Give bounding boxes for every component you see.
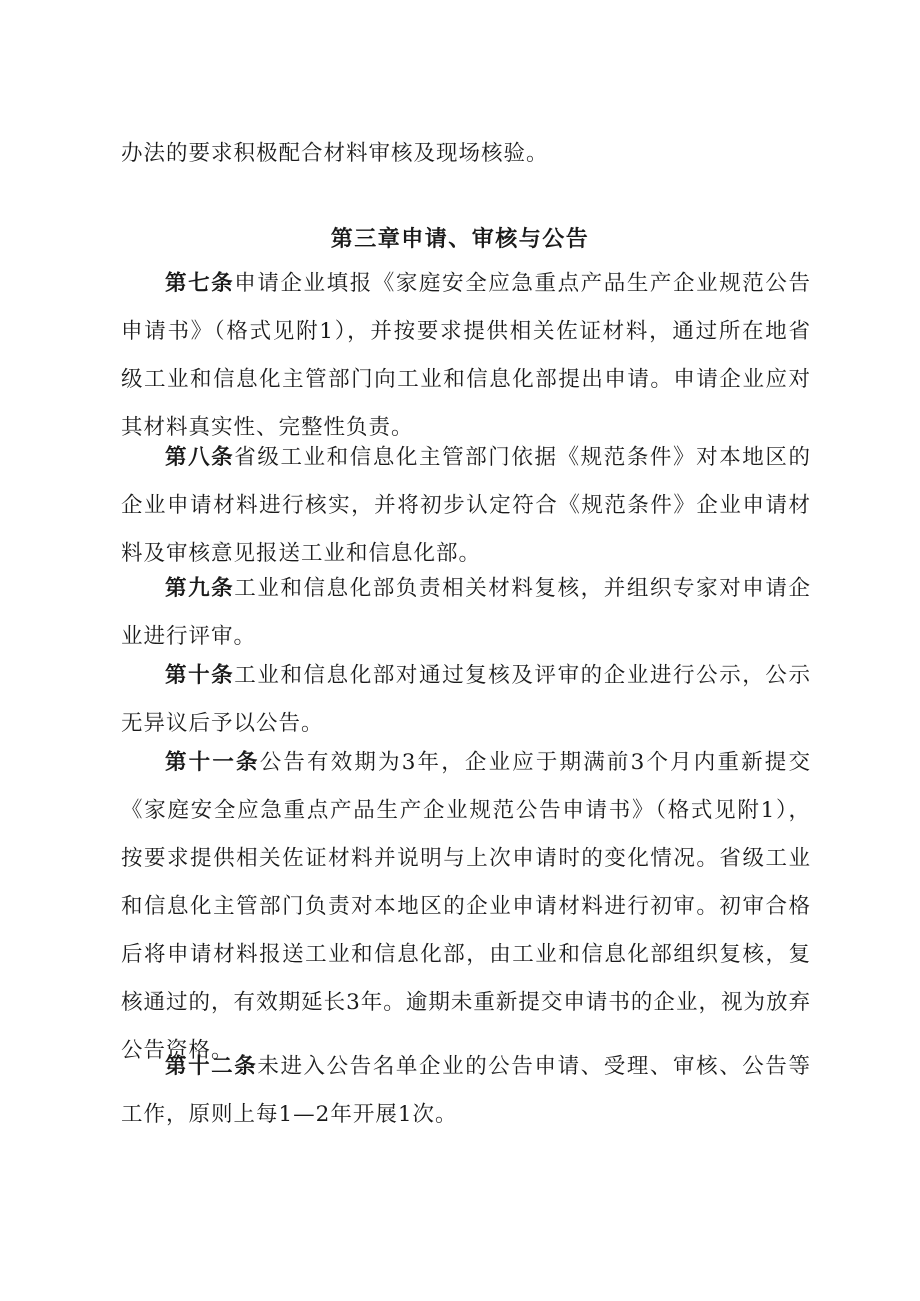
article-label: 第八条: [165, 445, 235, 470]
continuation-paragraph: [121, 130, 811, 178]
article-8: [121, 434, 811, 578]
article-11: [121, 739, 811, 1075]
article-12: [121, 1043, 811, 1139]
article-text: 公告有效期为3年，企业应于期满前3个月内重新提交《家庭安全应急重点产品生产企业规范公告申请书》（格式见附1），按要求提供相关佐证材料并说明与上次申请时的变化情况。省级工业和信息化主管部门负责对本地区的企业申请材料进行初审。初审合格后将申请材料报送工业和信息化部，由工业和信息化部组织复核，复核通过的，有效期延长3年。逾期未重新提交申请书的企业，视为放弃公告资格。: [121, 750, 811, 1063]
article-label: 第十一条: [165, 750, 260, 775]
article-label: 第十二条: [165, 1054, 258, 1079]
article-text: 申请企业填报《家庭安全应急重点产品生产企业规范公告申请书》（格式见附1），并按要求提供相关佐证材料，通过所在地省级工业和信息化主管部门向工业和信息化部提出申请。申请企业应对其材料真实性、完整性负责。: [121, 271, 811, 440]
continuation-text: 办法的要求积极配合材料审核及现场核验。: [121, 141, 549, 166]
article-text: 工业和信息化部负责相关材料复核，并组织专家对申请企业进行评审。: [121, 576, 811, 649]
article-9: [121, 565, 811, 661]
article-10: [121, 652, 811, 748]
chapter-heading: 第三章申请、审核与公告: [330, 226, 590, 252]
article-text: 工业和信息化部对通过复核及评审的企业进行公示，公示无异议后予以公告。: [121, 663, 811, 736]
article-7: [121, 260, 811, 452]
article-label: 第十条: [165, 663, 235, 688]
article-text: 省级工业和信息化主管部门依据《规范条件》对本地区的企业申请材料进行核实，并将初步认定符合《规范条件》企业申请材料及审核意见报送工业和信息化部。: [121, 445, 811, 566]
article-label: 第七条: [165, 271, 235, 296]
article-text: 未进入公告名单企业的公告申请、受理、审核、公告等工作，原则上每1—2年开展1次。: [121, 1054, 811, 1127]
article-label: 第九条: [165, 576, 235, 601]
